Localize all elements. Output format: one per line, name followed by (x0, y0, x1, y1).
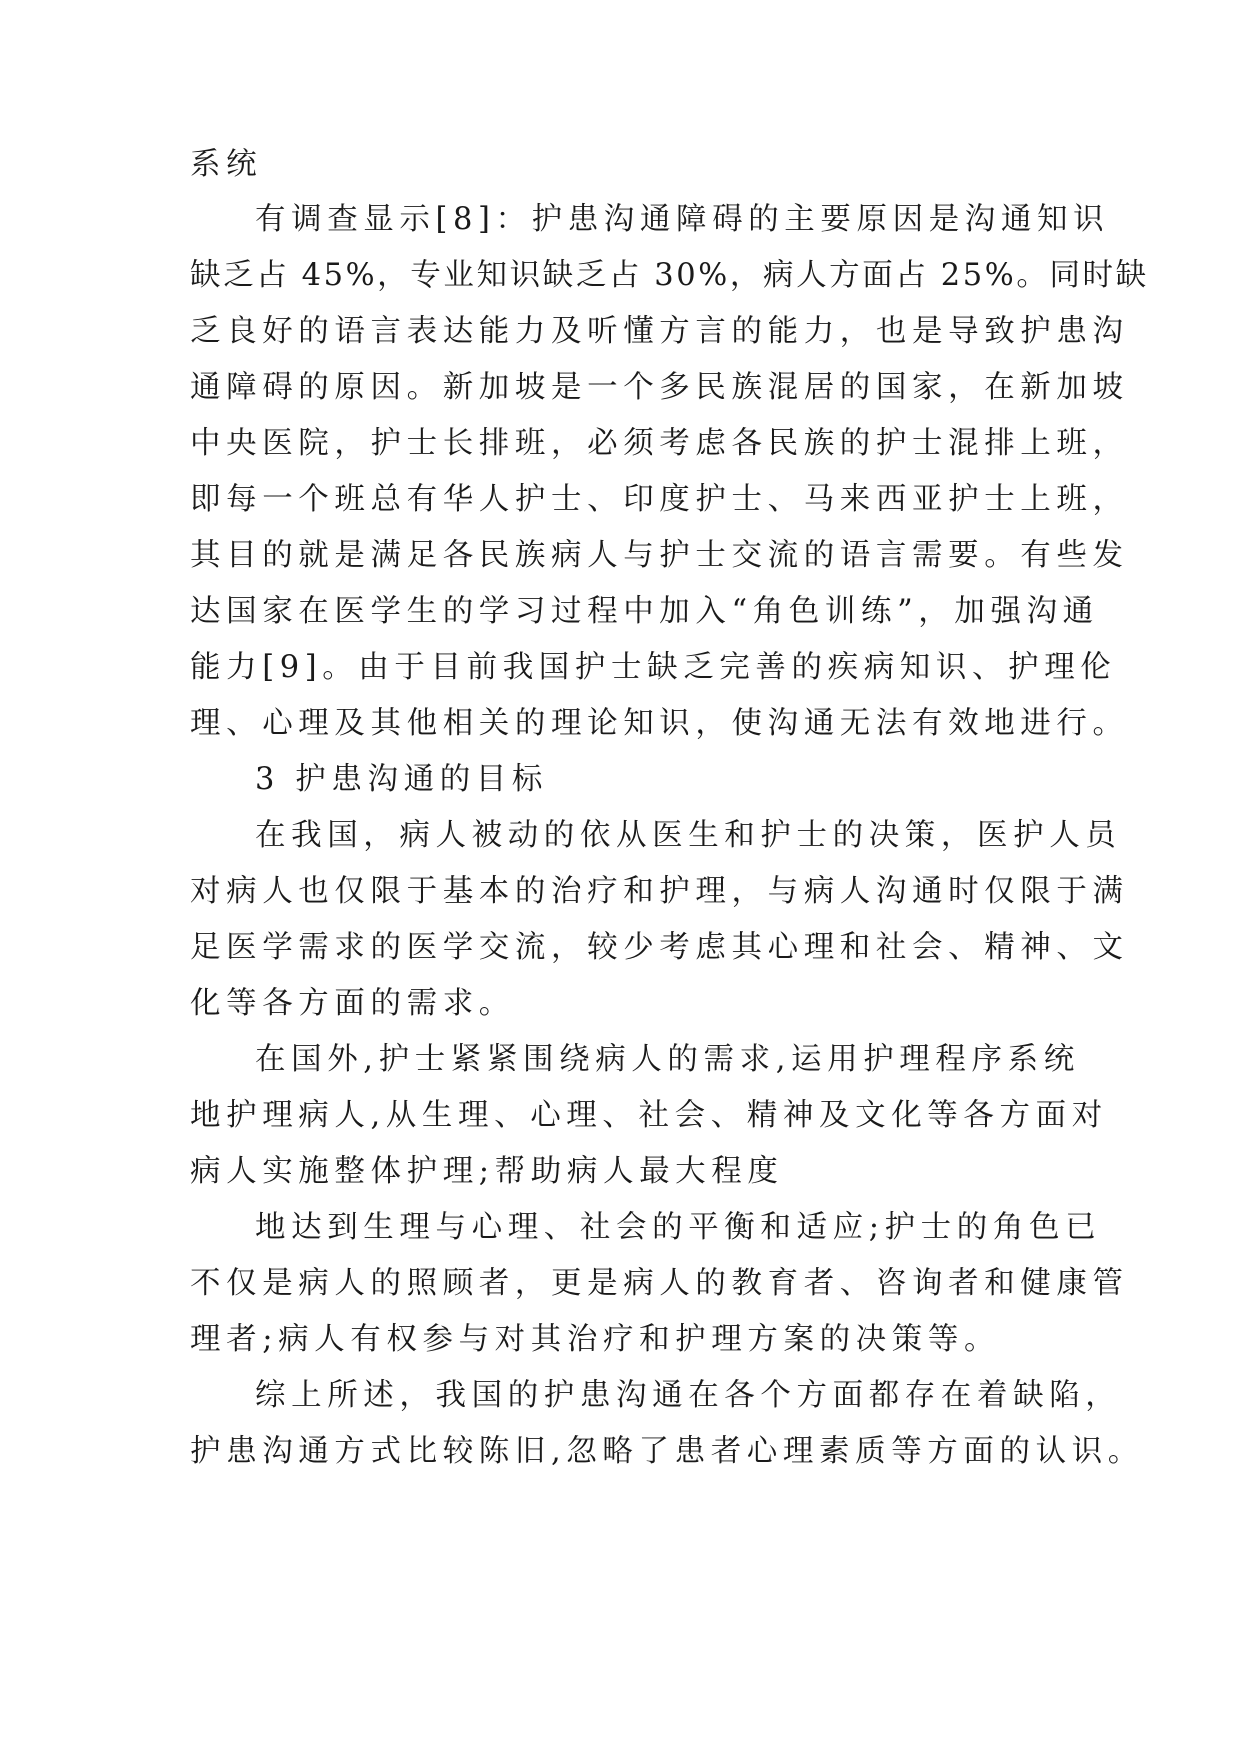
text-line: 有调查显示[8]：护患沟通障碍的主要原因是沟通知识 (255, 202, 1110, 237)
text-line: 足医学需求的医学交流，较少考虑其心理和社会、精神、文 (190, 930, 1129, 965)
text-line: 系统 (190, 147, 263, 182)
text-line: 达国家在医学生的学习过程中加入“角色训练”，加强沟通 (190, 594, 1099, 629)
text-line: 化等各方面的需求。 (190, 986, 515, 1021)
text-line: 综上所述，我国的护患沟通在各个方面都存在着缺陷， (255, 1378, 1122, 1413)
text-line: 不仅是病人的照顾者，更是病人的教育者、咨询者和健康管 (190, 1266, 1129, 1301)
text-line: 乏良好的语言表达能力及听懂方言的能力，也是导致护患沟 (190, 314, 1129, 349)
text-line: 中央医院，护士长排班，必须考虑各民族的护士混排上班， (190, 426, 1129, 461)
text-line: 在国外,护士紧紧围绕病人的需求,运用护理程序系统 (255, 1042, 1080, 1077)
text-line: 护患沟通方式比较陈旧,忽略了患者心理素质等方面的认识。 (190, 1434, 1144, 1469)
text-line: 地达到生理与心理、社会的平衡和适应;护士的角色已 (255, 1210, 1102, 1245)
text-line: 理、心理及其他相关的理论知识，使沟通无法有效地进行。 (190, 706, 1129, 741)
text-line: 理者;病人有权参与对其治疗和护理方案的决策等。 (190, 1322, 1001, 1357)
text-line: 通障碍的原因。新加坡是一个多民族混居的国家，在新加坡 (190, 370, 1129, 405)
text-line: 病人实施整体护理;帮助病人最大程度 (190, 1154, 784, 1189)
text-line: 地护理病人,从生理、心理、社会、精神及文化等各方面对 (190, 1098, 1108, 1133)
text-line: 对病人也仅限于基本的治疗和护理，与病人沟通时仅限于满 (190, 874, 1129, 909)
section-heading: 3 护患沟通的目标 (255, 762, 548, 797)
text-line: 缺乏占 45%，专业知识缺乏占 30%，病人方面占 25%。同时缺 (190, 258, 1149, 293)
text-line: 能力[9]。由于目前我国护士缺乏完善的疾病知识、护理伦 (190, 650, 1117, 685)
text-line: 其目的就是满足各民族病人与护士交流的语言需要。有些发 (190, 538, 1129, 573)
text-line: 即每一个班总有华人护士、印度护士、马来西亚护士上班， (190, 482, 1129, 517)
text-line: 在我国，病人被动的依从医生和护士的决策，医护人员 (255, 818, 1122, 853)
